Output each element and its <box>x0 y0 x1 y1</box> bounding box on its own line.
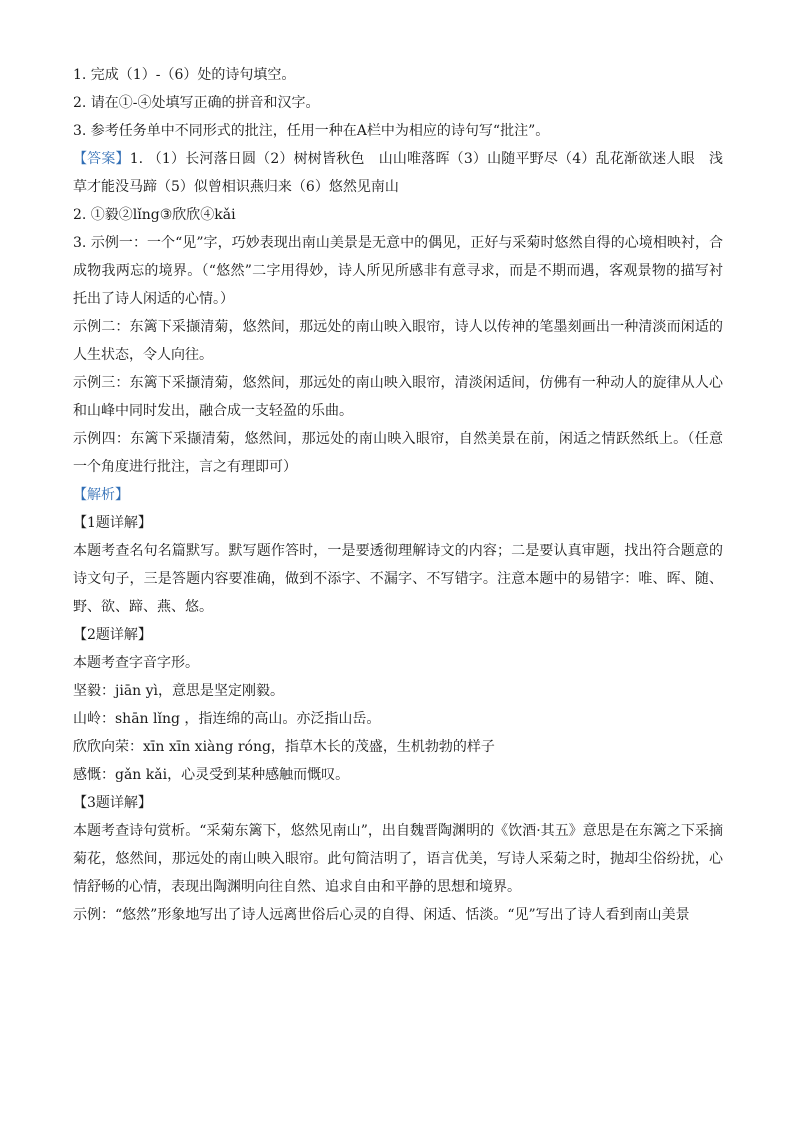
q2-item: 坚毅：jiān yì，意思是坚定刚毅。 <box>73 683 285 699</box>
answer-example-4: 示例四：东篱下采撷清菊，悠然间，那远处的南山映入眼帘，自然美景在前，闲适之情跃然纸上。（任意一个角度进行批注，言之有理即可） <box>73 431 723 475</box>
question-1: 1. 完成（1）-（6）处的诗句填空。 <box>73 67 296 83</box>
q2-intro: 本题考查字音字形。 <box>73 655 199 671</box>
q1-body: 本题考查名句名篇默写。默写题作答时，一是要透彻理解诗文的内容；二是要认真审题，找出符合题意的诗文句子，三是答题内容要准确，做到不添字、不漏字、不写错字。注意本题中的易错字：唯、晖、随、野、欲、蹄、燕、悠。 <box>73 543 723 615</box>
q2-item: 感慨：gǎn kǎi，心灵受到某种感触而慨叹。 <box>73 767 350 783</box>
analysis-tag: 【解析】 <box>73 487 129 503</box>
answer-example-3: 示例三：东篱下采撷清菊，悠然间，那远处的南山映入眼帘，清淡闲适间，仿佛有一种动人的旋律从人心和山峰中同时发出，融合成一支轻盈的乐曲。 <box>73 375 723 419</box>
q3-heading: 【3题详解】 <box>73 795 152 811</box>
answer-line-1-text: 1. （1）长河落日圆（2）树树皆秋色 山山唯落晖（3）山随平野尽（4）乱花渐欲迷人眼 浅草才能没马蹄（5）似曾相识燕归来（6）悠然见南山 <box>73 151 724 195</box>
q2-heading: 【2题详解】 <box>73 627 152 643</box>
answer-line-2: 2. ①毅②lǐng③欣欣④kǎi <box>73 207 236 223</box>
document-page <box>73 61 723 929</box>
answer-line-3: 3. 示例一：一个“见”字，巧妙表现出南山美景是无意中的偶见，正好与采菊时悠然自得的心境相映衬，合成物我两忘的境界。（“悠然”二字用得妙，诗人所见所感非有意寻求，而是不期而遇，客观景物的描写衬托出了诗人闲适的心情。） <box>73 235 723 307</box>
q3-body: 本题考查诗句赏析。“采菊东篱下，悠然见南山”，出自魏晋陶渊明的《饮酒·其五》意思是在东篱之下采摘菊花，悠然间，那远处的南山映入眼帘。此句简洁明了，语言优美，写诗人采菊之时，抛却尘俗纷扰，心情舒畅的心情，表现出陶渊明向往自然、追求自由和平静的思想和境界。 <box>73 823 723 895</box>
answer-tag: 【答案】 <box>73 151 130 167</box>
answer-line-1 <box>73 145 723 201</box>
answer-example-2: 示例二：东篱下采撷清菊，悠然间，那远处的南山映入眼帘，诗人以传神的笔墨刻画出一种清淡而闲适的人生状态，令人向往。 <box>73 319 723 363</box>
question-2: 2. 请在①-④处填写正确的拼音和汉字。 <box>73 95 320 111</box>
q1-heading: 【1题详解】 <box>73 515 152 531</box>
q2-item: 欣欣向荣：xīn xīn xiàng róng，指草木长的茂盛，生机勃勃的样子 <box>73 739 495 755</box>
question-3: 3. 参考任务单中不同形式的批注，任用一种在A栏中为相应的诗句写“批注”。 <box>73 123 550 139</box>
q2-item: 山岭：shān lǐng ，指连绵的高山。亦泛指山岳。 <box>73 711 381 727</box>
q3-example: 示例：“悠然”形象地写出了诗人远离世俗后心灵的自得、闲适、恬淡。“见”写出了诗人看到南山美景 <box>73 907 690 923</box>
